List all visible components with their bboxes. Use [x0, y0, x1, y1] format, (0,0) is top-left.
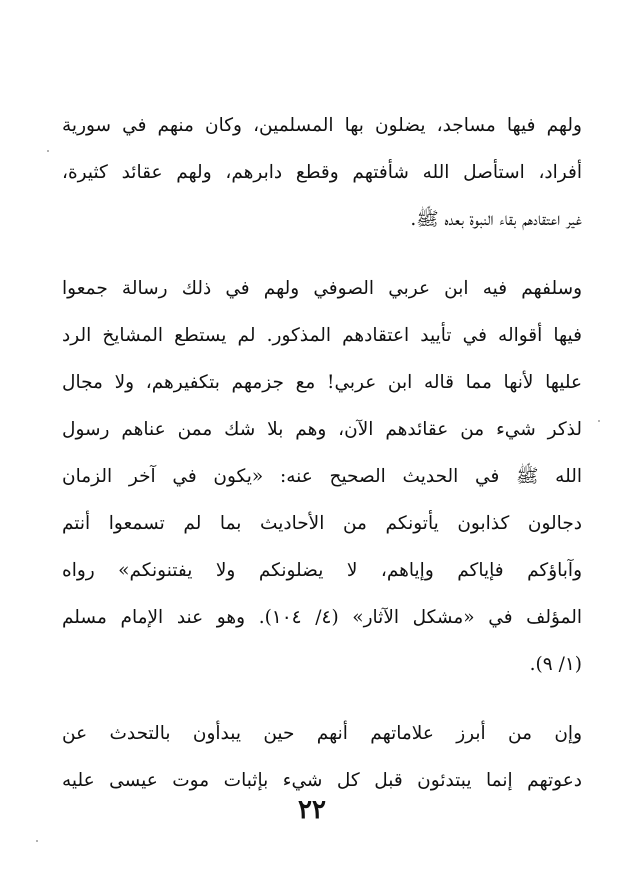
text-line: المؤلف في «مشكل الآثار» (٤/ ١٠٤). وهو عند الإمام مسلم: [62, 607, 582, 628]
paragraph-gap: [62, 243, 582, 265]
text-line: غير اعتقادهم بقاء النبوة بعده ﷺ.: [410, 209, 582, 230]
text-line: أفراد، استأصل الله شأفتهم وقطع دابرهم، ولهم عقائد كثيرة،: [62, 162, 582, 183]
text-line: وإن من أبرز علاماتهم أنهم حين يبدأون بالتحدث عن: [62, 723, 582, 744]
text-line: وسلفهم فيه ابن عربي الصوفي ولهم في ذلك رسالة جمعوا: [62, 278, 582, 299]
scan-speck: [47, 150, 49, 152]
text-line: (١/ ٩).: [529, 654, 582, 675]
text-line: الله ﷺ في الحديث الصحيح عنه: «يكون في آخر الزمان: [62, 466, 582, 487]
text-line: لذكر شيء من عقائدهم الآن، وهم بلا شك ممن عناهم رسول: [62, 419, 582, 440]
text-line: دعوتهم إنما يبتدئون قبل كل شيء بإثبات موت عيسى عليه: [62, 770, 582, 791]
text-line: عليها لأنها مما قاله ابن عربي! مع جزمهم بتكفيرهم، ولا مجال: [62, 372, 582, 393]
page-number: ٢٢: [298, 795, 326, 825]
scan-speck: [598, 420, 600, 422]
text-line: وآباؤكم فإياكم وإياهم، لا يضلونكم ولا يفتنونكم» رواه: [62, 560, 582, 581]
text-line: دجالون كذابون يأتونكم من الأحاديث بما لم تسمعوا أنتم: [62, 513, 582, 534]
text-line: ولهم فيها مساجد، يضلون بها المسلمين، وكان منهم في سورية: [62, 115, 582, 136]
paragraph-gap: [62, 688, 582, 710]
body-text: [62, 102, 582, 804]
text-line: فيها أقواله في تأييد اعتقادهم المذكور. لم يستطع المشايخ الرد: [62, 325, 582, 346]
scan-speck: [36, 840, 38, 842]
